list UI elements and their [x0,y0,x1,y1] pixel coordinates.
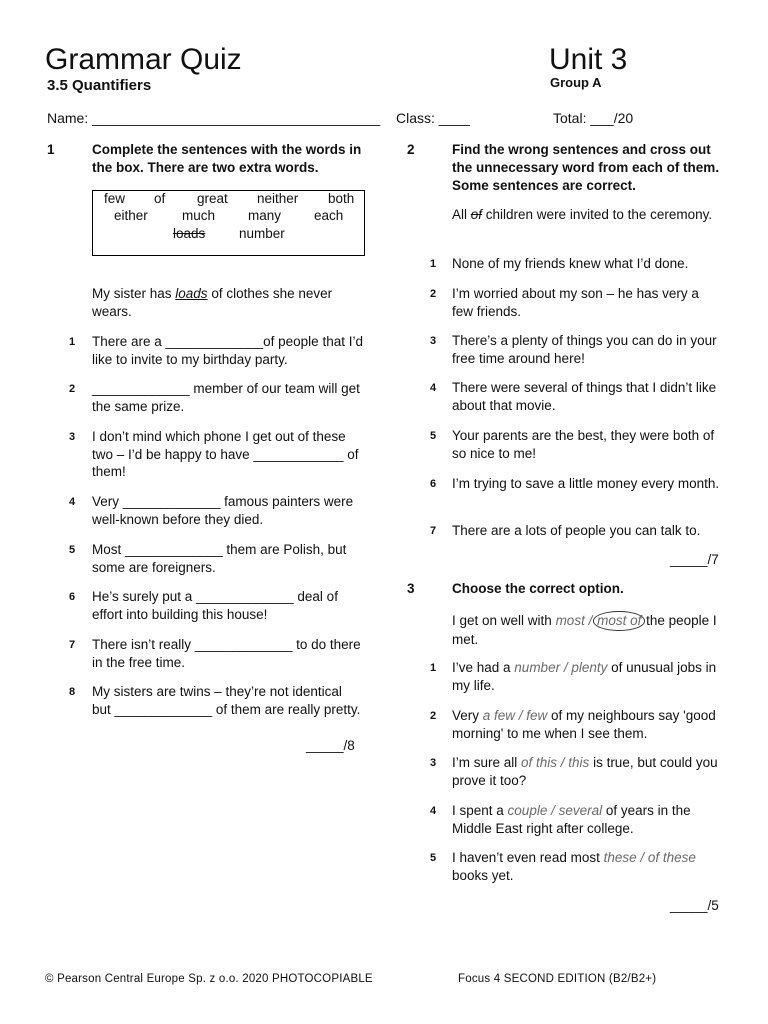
example-circled-answer: most of [593,611,645,631]
word-each: each [314,208,344,223]
exercise-3-score: _____/5 [670,898,719,913]
exercise-2-item-6: I’m trying to save a little money every month. [452,476,720,491]
item-number: 4 [430,805,437,817]
word-number: number [239,226,285,241]
item-number: 2 [69,383,76,395]
item-number: 5 [69,544,76,556]
exercise-1-item-4: Very _____________ famous painters were well-known before they died. [92,494,354,527]
word-few: few [104,191,126,206]
exercise-2-number: 2 [407,142,415,157]
exercise-3-item-4: I spent a couple / several of years in the Middle East right after college. [452,803,691,836]
word-either: either [114,208,148,223]
exercise-1-item-6: He’s surely put a _____________ deal of effort into building this house! [92,589,338,622]
item-number: 7 [430,525,437,537]
footer-edition: Focus 4 SECOND EDITION (B2/B2+) [458,973,657,985]
exercise-3-item-2: Very a few / few of my neighbours say 'good morning' to me when I see them. [452,708,716,741]
exercise-2-item-1: None of my friends knew what I’d done. [452,256,689,271]
exercise-2-item-7: There are a lots of people you can talk to. [452,523,701,538]
exercise-2-item-3: There’s a plenty of things you can do in your free time around here! [452,333,717,366]
exercise-1-item-7: There isn’t really _____________ to do there in the free time. [92,637,361,670]
item-number: 2 [430,288,437,300]
exercise-2-item-5: Your parents are the best, they were both of so nice to me! [452,428,715,461]
exercise-1-item-8: My sisters are twins – they’re not identical but _____________ of them are really pretty. [92,684,361,717]
exercise-3-item-3: I’m sure all of this / this is true, but could you prove it too? [452,755,718,788]
name-field[interactable]: Name: _____________________________________ [47,110,381,126]
item-number: 1 [430,662,437,674]
example-answer: loads [175,286,208,301]
exercise-3-example: I get on well with most / most of the people I met. [452,613,717,647]
item-number: 3 [430,335,437,347]
exercise-3-instruction: Choose the correct option. [452,581,624,596]
item-number: 5 [430,430,437,442]
exercise-3-number: 3 [407,581,415,596]
page-title: Grammar Quiz [45,43,242,76]
exercise-2-score: _____/7 [670,552,719,567]
word-of: of [154,191,166,206]
item-number: 2 [430,710,437,722]
exercise-3-item-5: I haven’t even read most these / of these books yet. [452,850,696,883]
footer-copyright: © Pearson Central Europe Sp. z o.o. 2020 PHOTOCOPIABLE [45,973,373,985]
item-number: 6 [69,591,76,603]
exercise-1-item-5: Most _____________ them are Polish, but some are foreigners. [92,542,347,575]
word-neither: neither [257,191,299,206]
item-number: 7 [69,639,76,651]
word-loads: loads [173,226,206,241]
page-subtitle: 3.5 Quantifiers [47,77,152,94]
word-many: many [248,208,282,223]
item-number: 1 [69,336,76,348]
exercise-1-score: _____/8 [306,738,355,753]
group-label: Group A [550,75,602,90]
exercise-2-item-2: I’m worried about my son – he has very a few friends. [452,286,699,319]
exercise-1-example: My sister has loads of clothes she never wears. [92,286,333,319]
example-struck-word: of [470,207,483,222]
item-number: 3 [430,757,437,769]
item-number: 6 [430,478,437,490]
class-field[interactable]: Class: ____ [396,110,470,126]
item-number: 5 [430,852,437,864]
name-class-total-row [47,110,747,128]
word-box [92,190,365,256]
total-field: Total: ___/20 [553,110,634,126]
item-number: 4 [69,496,76,508]
exercise-1-number: 1 [47,142,55,157]
exercise-2-example: All of children were invited to the ceremony. [452,207,713,222]
word-great: great [197,191,228,206]
exercise-1-item-1: There are a _____________of people that I’d like to invite to my birthday party. [92,334,363,367]
item-number: 1 [430,258,437,270]
item-number: 3 [69,431,76,443]
exercise-2-instruction: Find the wrong sentences and cross out the unnecessary word from each of them. Some sentences are correct. [452,142,720,193]
item-number: 4 [430,382,437,394]
word-both: both [328,191,355,206]
exercise-3-item-1: I’ve had a number / plenty of unusual jobs in my life. [452,660,717,693]
exercise-1-item-2: _____________ member of our team will get the same prize. [92,381,360,414]
exercise-1-instruction: Complete the sentences with the words in the box. There are two extra words. [92,142,362,175]
exercise-1-item-3: I don’t mind which phone I get out of these two – I’d be happy to have ____________ of them! [92,429,359,479]
exercise-2-item-4: There were several of things that I didn’t like about that movie. [452,380,717,413]
item-number: 8 [69,686,76,698]
unit-label: Unit 3 [549,43,628,76]
word-much: much [182,208,216,223]
